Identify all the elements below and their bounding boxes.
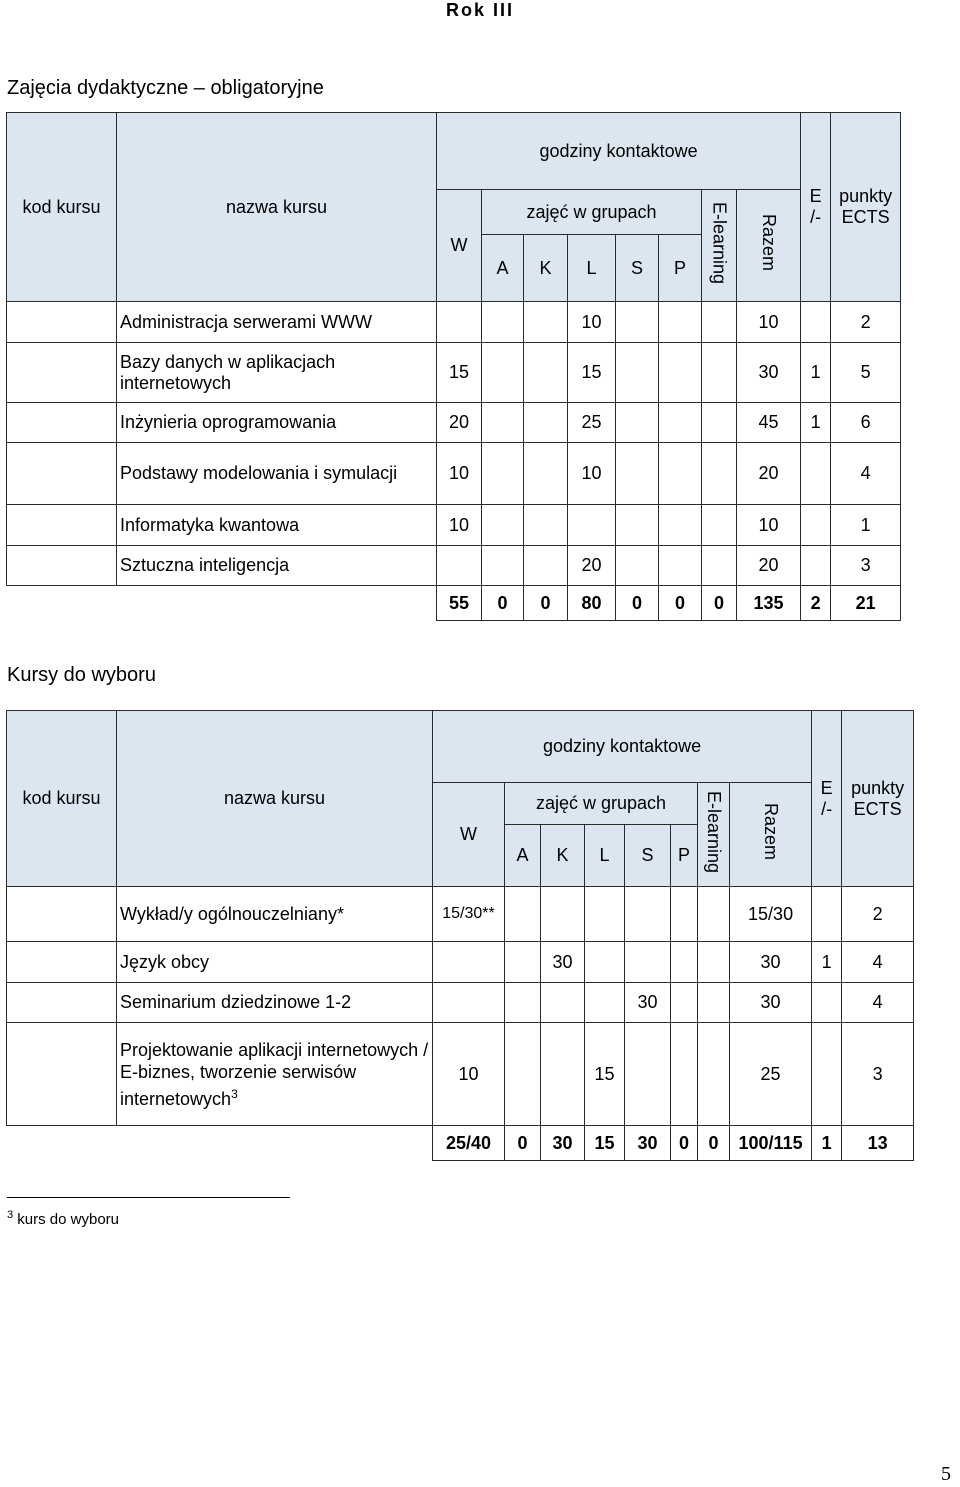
cell-s bbox=[625, 887, 671, 942]
cell-kod bbox=[7, 302, 117, 343]
obligatory-courses-table bbox=[6, 112, 901, 621]
header-kod-kursu: kod kursu bbox=[7, 711, 117, 887]
header-w: W bbox=[433, 783, 505, 887]
total-e: 2 bbox=[801, 586, 831, 621]
cell-k bbox=[541, 983, 585, 1023]
cell-kod bbox=[7, 443, 117, 505]
table-row bbox=[7, 302, 901, 343]
cell-s bbox=[616, 302, 659, 343]
cell-nazwa: Język obcy bbox=[117, 942, 433, 983]
header-elearning: E-learning bbox=[702, 190, 737, 302]
cell-p bbox=[671, 887, 698, 942]
footnote-separator bbox=[7, 1197, 290, 1198]
cell-k bbox=[524, 302, 568, 343]
total-s: 30 bbox=[625, 1126, 671, 1161]
cell-s: 30 bbox=[625, 983, 671, 1023]
footnote bbox=[7, 1209, 119, 1228]
section-title-obligatory: Zajęcia dydaktyczne – obligatoryjne bbox=[7, 77, 324, 99]
cell-nazwa: Wykład/y ogólnouczelniany* bbox=[117, 887, 433, 942]
cell-razem: 10 bbox=[737, 505, 801, 546]
elective-courses-table bbox=[6, 710, 914, 1161]
cell-l bbox=[585, 983, 625, 1023]
cell-p bbox=[671, 942, 698, 983]
cell-kod bbox=[7, 983, 117, 1023]
cell-s bbox=[616, 443, 659, 505]
cell-razem: 30 bbox=[730, 942, 812, 983]
total-ects: 21 bbox=[831, 586, 901, 621]
total-a: 0 bbox=[482, 586, 524, 621]
cell-l: 25 bbox=[568, 403, 616, 443]
cell-nazwa: Informatyka kwantowa bbox=[117, 505, 437, 546]
cell-l: 15 bbox=[568, 343, 616, 403]
total-elearning: 0 bbox=[698, 1126, 730, 1161]
cell-p bbox=[671, 1023, 698, 1126]
total-p: 0 bbox=[659, 586, 702, 621]
cell-p bbox=[659, 505, 702, 546]
cell-razem: 30 bbox=[730, 983, 812, 1023]
cell-k bbox=[524, 403, 568, 443]
cell-kod bbox=[7, 1023, 117, 1126]
cell-p bbox=[671, 983, 698, 1023]
cell-a bbox=[505, 983, 541, 1023]
cell-e bbox=[812, 1023, 842, 1126]
header-elearning: E-learning bbox=[698, 783, 730, 887]
cell-w: 10 bbox=[437, 443, 482, 505]
cell-elearning bbox=[698, 887, 730, 942]
cell-razem: 45 bbox=[737, 403, 801, 443]
cell-kod bbox=[7, 546, 117, 586]
cell-kod bbox=[7, 505, 117, 546]
header-l: L bbox=[568, 235, 616, 302]
total-razem: 100/115 bbox=[730, 1126, 812, 1161]
total-s: 0 bbox=[616, 586, 659, 621]
total-e: 1 bbox=[812, 1126, 842, 1161]
header-k: K bbox=[541, 825, 585, 887]
cell-razem: 15/30 bbox=[730, 887, 812, 942]
cell-nazwa: Podstawy modelowania i symulacji bbox=[117, 443, 437, 505]
total-l: 80 bbox=[568, 586, 616, 621]
cell-elearning bbox=[702, 302, 737, 343]
cell-w bbox=[437, 302, 482, 343]
cell-w: 20 bbox=[437, 403, 482, 443]
cell-a bbox=[482, 546, 524, 586]
cell-ects: 4 bbox=[842, 942, 914, 983]
cell-ects: 4 bbox=[831, 443, 901, 505]
cell-l: 10 bbox=[568, 443, 616, 505]
cell-e: 1 bbox=[801, 403, 831, 443]
cell-elearning bbox=[702, 403, 737, 443]
cell-ects: 4 bbox=[842, 983, 914, 1023]
cell-p bbox=[659, 443, 702, 505]
cell-elearning bbox=[698, 1023, 730, 1126]
cell-k bbox=[524, 343, 568, 403]
cell-ects: 1 bbox=[831, 505, 901, 546]
header-razem: Razem bbox=[737, 190, 801, 302]
total-row bbox=[7, 1126, 914, 1161]
cell-k bbox=[541, 887, 585, 942]
cell-l: 10 bbox=[568, 302, 616, 343]
cell-k: 30 bbox=[541, 942, 585, 983]
total-razem: 135 bbox=[737, 586, 801, 621]
cell-ects: 3 bbox=[842, 1023, 914, 1126]
header-e: E /- bbox=[812, 711, 842, 887]
cell-kod bbox=[7, 343, 117, 403]
cell-elearning bbox=[702, 546, 737, 586]
cell-e bbox=[801, 546, 831, 586]
table-row bbox=[7, 942, 914, 983]
cell-ects: 6 bbox=[831, 403, 901, 443]
cell-nazwa: Administracja serwerami WWW bbox=[117, 302, 437, 343]
header-k: K bbox=[524, 235, 568, 302]
cell-kod bbox=[7, 887, 117, 942]
header-zajec-w-grupach: zajęć w grupach bbox=[505, 783, 698, 825]
cell-w bbox=[433, 942, 505, 983]
header-s: S bbox=[625, 825, 671, 887]
section-title-elective: Kursy do wyboru bbox=[7, 664, 156, 686]
cell-e: 1 bbox=[801, 343, 831, 403]
header-nazwa-kursu: nazwa kursu bbox=[117, 711, 433, 887]
header-a: A bbox=[482, 235, 524, 302]
header-p: P bbox=[659, 235, 702, 302]
cell-w bbox=[437, 546, 482, 586]
cell-w: 15/30** bbox=[433, 887, 505, 942]
cell-s bbox=[625, 942, 671, 983]
total-row bbox=[7, 586, 901, 621]
total-l: 15 bbox=[585, 1126, 625, 1161]
total-k: 0 bbox=[524, 586, 568, 621]
table-row bbox=[7, 403, 901, 443]
cell-k bbox=[524, 546, 568, 586]
cell-ects: 3 bbox=[831, 546, 901, 586]
table-row bbox=[7, 505, 901, 546]
header-l: L bbox=[585, 825, 625, 887]
header-e: E /- bbox=[801, 113, 831, 302]
table-row bbox=[7, 443, 901, 505]
total-k: 30 bbox=[541, 1126, 585, 1161]
cell-e bbox=[812, 983, 842, 1023]
cell-e bbox=[801, 302, 831, 343]
cell-k bbox=[524, 505, 568, 546]
total-w: 55 bbox=[437, 586, 482, 621]
cell-razem: 20 bbox=[737, 443, 801, 505]
cell-ects: 2 bbox=[842, 887, 914, 942]
header-p: P bbox=[671, 825, 698, 887]
cell-s bbox=[616, 343, 659, 403]
total-ects: 13 bbox=[842, 1126, 914, 1161]
cell-s bbox=[616, 403, 659, 443]
header-nazwa-kursu: nazwa kursu bbox=[117, 113, 437, 302]
cell-razem: 20 bbox=[737, 546, 801, 586]
cell-a bbox=[482, 443, 524, 505]
cell-l: 20 bbox=[568, 546, 616, 586]
cell-a bbox=[505, 942, 541, 983]
table-row bbox=[7, 887, 914, 942]
total-p: 0 bbox=[671, 1126, 698, 1161]
cell-e: 1 bbox=[812, 942, 842, 983]
cell-nazwa: Bazy danych w aplikacjach internetowych bbox=[117, 343, 437, 403]
table-row bbox=[7, 983, 914, 1023]
cell-e bbox=[812, 887, 842, 942]
cell-a bbox=[482, 343, 524, 403]
page-title: Rok III bbox=[446, 0, 515, 20]
header-ects: punkty ECTS bbox=[842, 711, 914, 887]
header-godziny-kontaktowe: godziny kontaktowe bbox=[437, 113, 801, 190]
header-godziny-kontaktowe: godziny kontaktowe bbox=[433, 711, 812, 783]
cell-e bbox=[801, 443, 831, 505]
total-w: 25/40 bbox=[433, 1126, 505, 1161]
cell-razem: 30 bbox=[737, 343, 801, 403]
cell-k bbox=[524, 443, 568, 505]
header-s: S bbox=[616, 235, 659, 302]
header-razem: Razem bbox=[730, 783, 812, 887]
header-ects: punkty ECTS bbox=[831, 113, 901, 302]
cell-w: 10 bbox=[437, 505, 482, 546]
page-number: 5 bbox=[941, 1463, 951, 1485]
cell-razem: 10 bbox=[737, 302, 801, 343]
cell-p bbox=[659, 546, 702, 586]
cell-s bbox=[625, 1023, 671, 1126]
total-elearning: 0 bbox=[702, 586, 737, 621]
cell-e bbox=[801, 505, 831, 546]
cell-k bbox=[541, 1023, 585, 1126]
cell-w: 10 bbox=[433, 1023, 505, 1126]
cell-elearning bbox=[698, 942, 730, 983]
cell-a bbox=[505, 887, 541, 942]
header-w: W bbox=[437, 190, 482, 302]
cell-kod bbox=[7, 942, 117, 983]
footnote-mark: 3 bbox=[7, 1209, 14, 1221]
cell-a bbox=[505, 1023, 541, 1126]
cell-ects: 5 bbox=[831, 343, 901, 403]
cell-l bbox=[568, 505, 616, 546]
cell-s bbox=[616, 546, 659, 586]
cell-nazwa: Sztuczna inteligencja bbox=[117, 546, 437, 586]
cell-elearning bbox=[702, 505, 737, 546]
cell-ects: 2 bbox=[831, 302, 901, 343]
cell-kod bbox=[7, 403, 117, 443]
total-a: 0 bbox=[505, 1126, 541, 1161]
cell-a bbox=[482, 505, 524, 546]
cell-nazwa: Inżynieria oprogramowania bbox=[117, 403, 437, 443]
cell-nazwa: Projektowanie aplikacji internetowych / E-biznes, tworzenie serwisów internetowych$^3$ bbox=[117, 1023, 433, 1126]
cell-l bbox=[585, 942, 625, 983]
cell-p bbox=[659, 302, 702, 343]
table-row bbox=[7, 343, 901, 403]
table-row bbox=[7, 1023, 914, 1126]
cell-l bbox=[585, 887, 625, 942]
cell-p bbox=[659, 343, 702, 403]
cell-p bbox=[659, 403, 702, 443]
cell-l: 15 bbox=[585, 1023, 625, 1126]
cell-elearning bbox=[702, 443, 737, 505]
cell-elearning bbox=[698, 983, 730, 1023]
cell-elearning bbox=[702, 343, 737, 403]
cell-a bbox=[482, 403, 524, 443]
cell-nazwa: Seminarium dziedzinowe 1-2 bbox=[117, 983, 433, 1023]
cell-w: 15 bbox=[437, 343, 482, 403]
header-a: A bbox=[505, 825, 541, 887]
cell-w bbox=[433, 983, 505, 1023]
cell-razem: 25 bbox=[730, 1023, 812, 1126]
cell-s bbox=[616, 505, 659, 546]
header-zajec-w-grupach: zajęć w grupach bbox=[482, 190, 702, 235]
header-kod-kursu: kod kursu bbox=[7, 113, 117, 302]
cell-a bbox=[482, 302, 524, 343]
table-row bbox=[7, 546, 901, 586]
footnote-text: kurs do wyboru bbox=[17, 1211, 120, 1228]
